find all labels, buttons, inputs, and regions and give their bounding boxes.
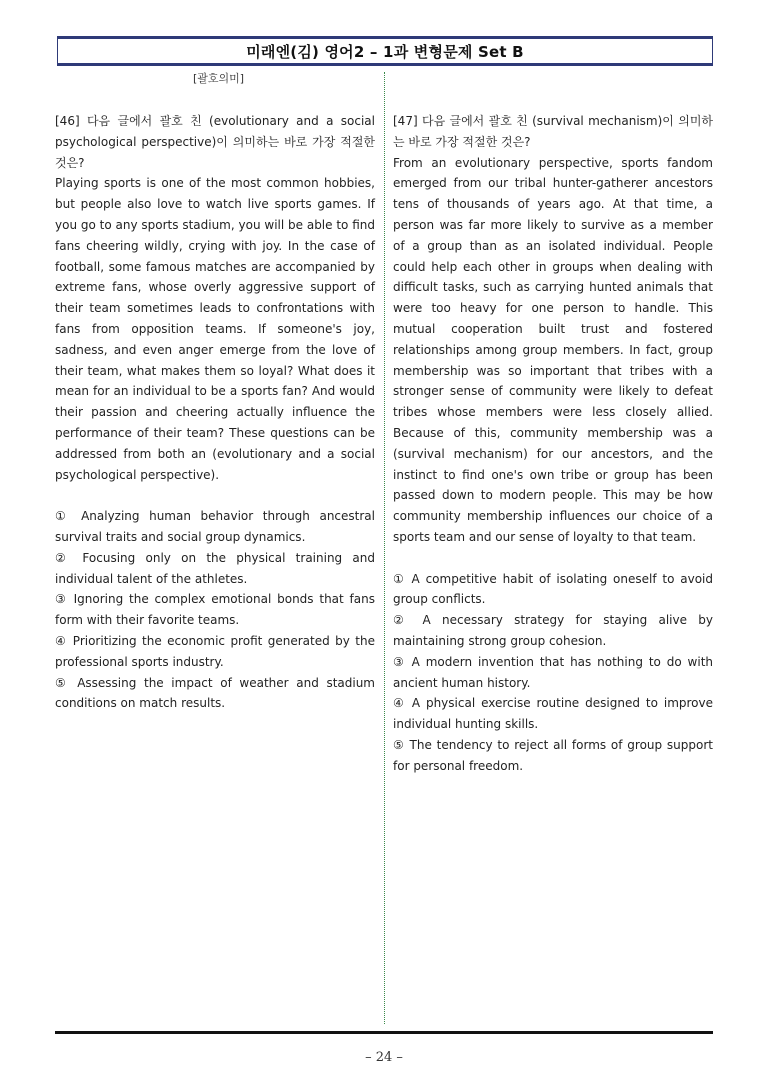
question-47-option-1: ① A competitive habit of isolating oneself to avoid group conflicts. [393, 571, 713, 607]
question-47-option-2: ② A necessary strategy for staying alive by maintaining strong group cohesion. [393, 613, 713, 648]
document-title: 미래엔(김) 영어2 – 1과 변형문제 Set B [246, 42, 524, 61]
question-46 [55, 111, 375, 714]
question-47-option-4: ④ A physical exercise routine designed to improve individual hunting skills. [393, 696, 713, 732]
question-47 [393, 111, 713, 777]
column-divider [384, 72, 385, 1024]
question-46-option-5: ⑤ Assessing the impact of weather and stadium conditions on match results. [55, 675, 375, 711]
question-46-option-4: ④ Prioritizing the economic profit generated by the professional sports industry. [55, 633, 375, 669]
question-46-option-1: ① Analyzing human behavior through ancestral survival traits and social group dynamics. [55, 509, 375, 544]
footer-rule [55, 1031, 713, 1034]
question-46-passage: Playing sports is one of the most common hobbies, but people also love to watch live sports games. If you go to any sports stadium, you will be able to find fans cheering wildly, crying with joy. In the case of football, some famous matches are accompanied by extreme fans, whose overly aggressive support of their team sometimes leads to confrontations with fans from opposition teams. If someone's joy, sadness, and even anger emerge from the love of their team, what makes them so loyal? What does it mean for an individual to be a sports fan? And would their passion and cheering actually influence the performance of their team? These questions can be addressed from both an (evolutionary and a social psychological perspective). [55, 176, 375, 482]
question-47-prompt: [47] 다음 글에서 괄호 친 (survival mechanism)이 의미하는 바로 가장 적절한 것은? [393, 114, 713, 149]
question-47-option-3: ③ A modern invention that has nothing to do with ancient human history. [393, 654, 713, 690]
section-label: [괄호의미] [192, 72, 245, 85]
question-47-passage: From an evolutionary perspective, sports fandom emerged from our tribal hunter-gatherer ancestors tens of thousands of years ago. At that time, a person was far more likely to survive as a member of a group than as an isolated individual. People could help each other in groups when dealing with difficult tasks, such as carrying hunted animals that were too heavy for one person to handle. This mutual cooperation built trust and fostered relationships among group members. In fact, group membership was so important that tribes with a stronger sense of community were likely to defeat tribes whose members were less closely allied. Because of this, community membership was a (survival mechanism) for our ancestors, and the instinct to find one's own tribe or group has been passed down to modern people. This may be how community membership influences our choice of a sports team and our sense of loyalty to that team. [393, 155, 713, 544]
question-46-option-2: ② Focusing only on the physical training and individual talent of the athletes. [55, 550, 375, 586]
question-46-option-3: ③ Ignoring the complex emotional bonds that fans form with their favorite teams. [55, 592, 375, 628]
document-header [57, 36, 713, 66]
question-46-prompt: [46] 다음 글에서 괄호 친 (evolutionary and a social psychological perspective)이 의미하는 바로 가장 적절한 것은? [55, 114, 375, 170]
question-47-option-5: ⑤ The tendency to reject all forms of group support for personal freedom. [393, 737, 713, 773]
page-number: – 24 – [365, 1050, 403, 1065]
